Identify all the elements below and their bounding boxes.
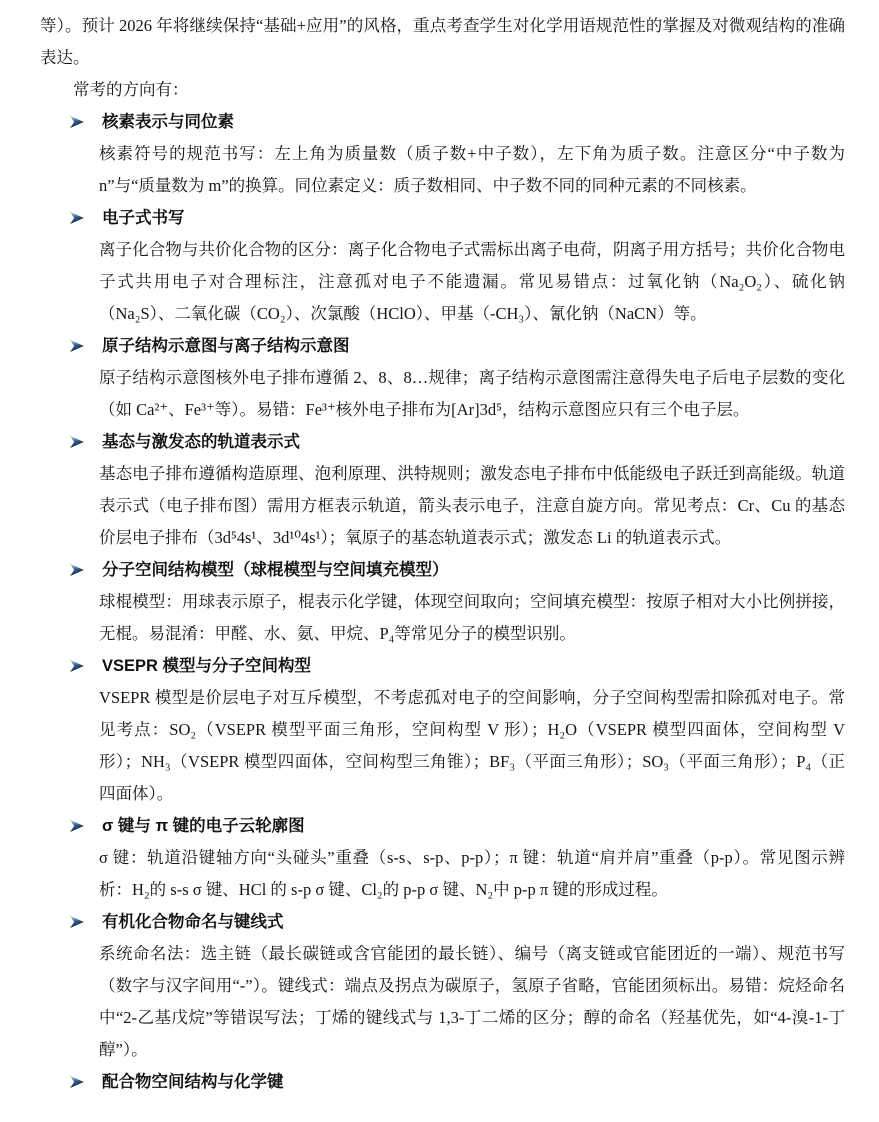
bullet-arrow-icon	[70, 660, 84, 672]
section-heading-text: σ 键与 π 键的电子云轮廓图	[102, 817, 305, 835]
section-body: 基态电子排布遵循构造原理、泡利原理、洪特规则；激发态电子排布中低能级电子跃迁到高能级。轨道表示式（电子排布图）需用方框表示轨道，箭头表示电子，注意自旋方向。常见考点：Cr、Cu 的基态价层电子排布（3d⁵4s¹、3d¹⁰4s¹）；氧原子的基态轨道表示式；激发态 Li 的轨道表示式。	[99, 464, 845, 547]
section-electron-formula	[40, 202, 845, 330]
bullet-arrow-icon	[70, 340, 84, 352]
section-heading	[40, 554, 845, 586]
section-heading-text: 分子空间结构模型（球棍模型与空间填充模型）	[102, 561, 449, 579]
bullet-arrow-icon	[70, 436, 84, 448]
section-heading	[40, 202, 845, 234]
section-body: 球棍模型：用球表示原子，棍表示化学键，体现空间取向；空间填充模型：按原子相对大小比例拼接，无棍。易混淆：甲醛、水、氨、甲烷、P₄等常见分子的模型识别。	[99, 592, 845, 643]
section-atomic-structure-diagram	[40, 330, 845, 426]
section-heading-text: VSEPR 模型与分子空间构型	[102, 657, 312, 675]
intro-lead-line: 常考的方向有：	[73, 80, 189, 99]
bullet-arrow-icon	[70, 212, 84, 224]
section-heading	[40, 810, 845, 842]
section-body: σ 键：轨道沿键轴方向“头碰头”重叠（s-s、s-p、p-p）；π 键：轨道“肩并肩”重叠（p-p）。常见图示辨析：H₂的 s-s σ 键、HCl 的 s-p σ 键、Cl₂的 p-p σ 键、N₂中 p-p π 键的形成过程。	[99, 848, 845, 899]
section-heading-text: 原子结构示意图与离子结构示意图	[102, 337, 350, 355]
section-body: VSEPR 模型是价层电子对互斥模型，不考虑孤对电子的空间影响，分子空间构型需扣除孤对电子。常见考点：SO₂（VSEPR 模型平面三角形，空间构型 V 形）；H₂O（VSEPR 模型四面体，空间构型 V 形）；NH₃（VSEPR 模型四面体，空间构型三角锥）；BF₃（平面三角形）；SO₃（平面三角形）；P₄（正四面体）。	[99, 688, 845, 803]
section-heading-text: 电子式书写	[102, 209, 185, 227]
section-heading	[40, 650, 845, 682]
bullet-arrow-icon	[70, 116, 84, 128]
section-body: 核素符号的规范书写：左上角为质量数（质子数+中子数），左下角为质子数。注意区分“中子数为 n”与“质量数为 m”的换算。同位素定义：质子数相同、中子数不同的同种元素的不同核素。	[99, 144, 845, 195]
section-organic-nomenclature	[40, 906, 845, 1066]
section-heading	[40, 330, 845, 362]
section-isotopes	[40, 106, 845, 202]
section-heading	[40, 426, 845, 458]
section-heading-text: 核素表示与同位素	[102, 113, 234, 131]
section-molecular-models	[40, 554, 845, 650]
intro-paragraph: 等）。预计 2026 年将继续保持“基础+应用”的风格，重点考查学生对化学用语规范性的掌握及对微观结构的准确表达。	[40, 16, 845, 67]
bullet-arrow-icon	[70, 820, 84, 832]
section-heading-text: 有机化合物命名与键线式	[102, 913, 284, 931]
section-body: 原子结构示意图核外电子排布遵循 2、8、8…规律；离子结构示意图需注意得失电子后电子层数的变化（如 Ca²⁺、Fe³⁺等）。易错：Fe³⁺核外电子排布为[Ar]3d⁵，结构示意图应只有三个电子层。	[99, 368, 845, 419]
section-sigma-pi-bonds	[40, 810, 845, 906]
section-coordination-compounds	[40, 1066, 845, 1098]
section-vsepr	[40, 650, 845, 810]
section-heading-text: 配合物空间结构与化学键	[102, 1073, 284, 1091]
section-orbital-notation	[40, 426, 845, 554]
section-heading	[40, 906, 845, 938]
section-heading-text: 基态与激发态的轨道表示式	[102, 433, 300, 451]
section-heading	[40, 1066, 845, 1098]
bullet-arrow-icon	[70, 916, 84, 928]
bullet-arrow-icon	[70, 564, 84, 576]
section-heading	[40, 106, 845, 138]
section-body: 离子化合物与共价化合物的区分：离子化合物电子式需标出离子电荷，阴离子用方括号；共价化合物电子式共用电子对合理标注，注意孤对电子不能遗漏。常见易错点：过氧化钠（Na₂O₂）、硫化钠（Na₂S）、二氧化碳（CO₂）、次氯酸（HClO）、甲基（-CH₃）、氰化钠（NaCN）等。	[99, 240, 845, 323]
bullet-arrow-icon	[70, 1076, 84, 1088]
section-body: 系统命名法：选主链（最长碳链或含官能团的最长链）、编号（离支链或官能团近的一端）、规范书写（数字与汉字间用“-”）。键线式：端点及拐点为碳原子，氢原子省略，官能团须标出。易错：烷烃命名中“2-乙基戊烷”等错误写法；丁烯的键线式与 1,3-丁二烯的区分；醇的命名（羟基优先，如“4-溴-1-丁醇”）。	[99, 944, 845, 1059]
